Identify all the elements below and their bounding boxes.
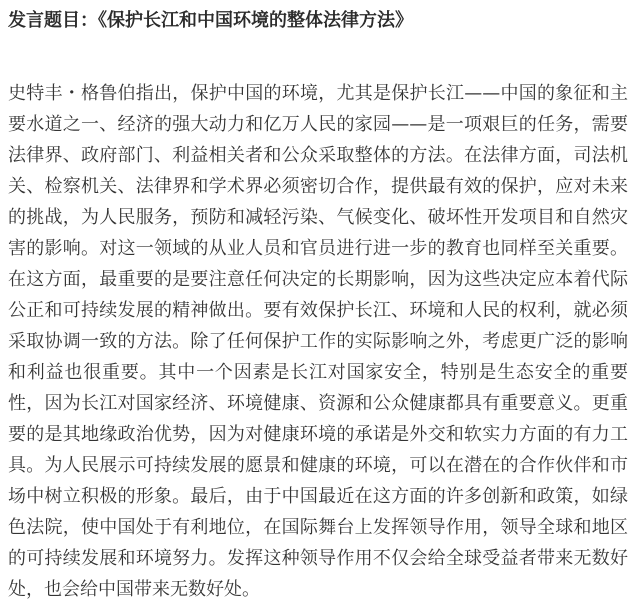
speech-body-paragraph: 史特丰・格鲁伯指出，保护中国的环境，尤其是保护长江——中国的象征和主要水道之一、经济的强大动力和亿万人民的家园——是一项艰巨的任务，需要法律界、政府部门、利益相关者和公众采取整体的方法。在法律方面，司法机关、检察机关、法律界和学术界必须密切合作，提供最有效的保护，应对未来的挑战，为人民服务，预防和减轻污染、气候变化、破坏性开发项目和自然灾害的影响。对这一领域的从业人员和官员进行进一步的教育也同样至关重要。在这方面，最重要的是要注意任何决定的长期影响，因为这些决定应本着代际公正和可持续发展的精神做出。要有效保护长江、环境和人民的权利，就必须采取协调一致的方法。除了任何保护工作的实际影响之外，考虑更广泛的影响和利益也很重要。其中一个因素是长江对国家安全，特别是生态安全的重要性，因为长江对国家经济、环境健康、资源和公众健康都具有重要意义。更重要的是其地缘政治优势，因为对健康环境的承诺是外交和软实力方面的有力工具。为人民展示可持续发展的愿景和健康的环境，可以在潜在的合作伙伴和市场中树立积极的形象。最后，由于中国最近在这方面的许多创新和政策，如绿色法院，使中国处于有利地位，在国际舞台上发挥领导作用，领导全球和地区的可持续发展和环境努力。发挥这种领导作用不仅会给全球受益者带来无数好处，也会给中国带来无数好处。 (8, 83, 628, 600)
speech-title: 发言题目：《保护长江和中国环境的整体法律方法》 (8, 10, 413, 31)
